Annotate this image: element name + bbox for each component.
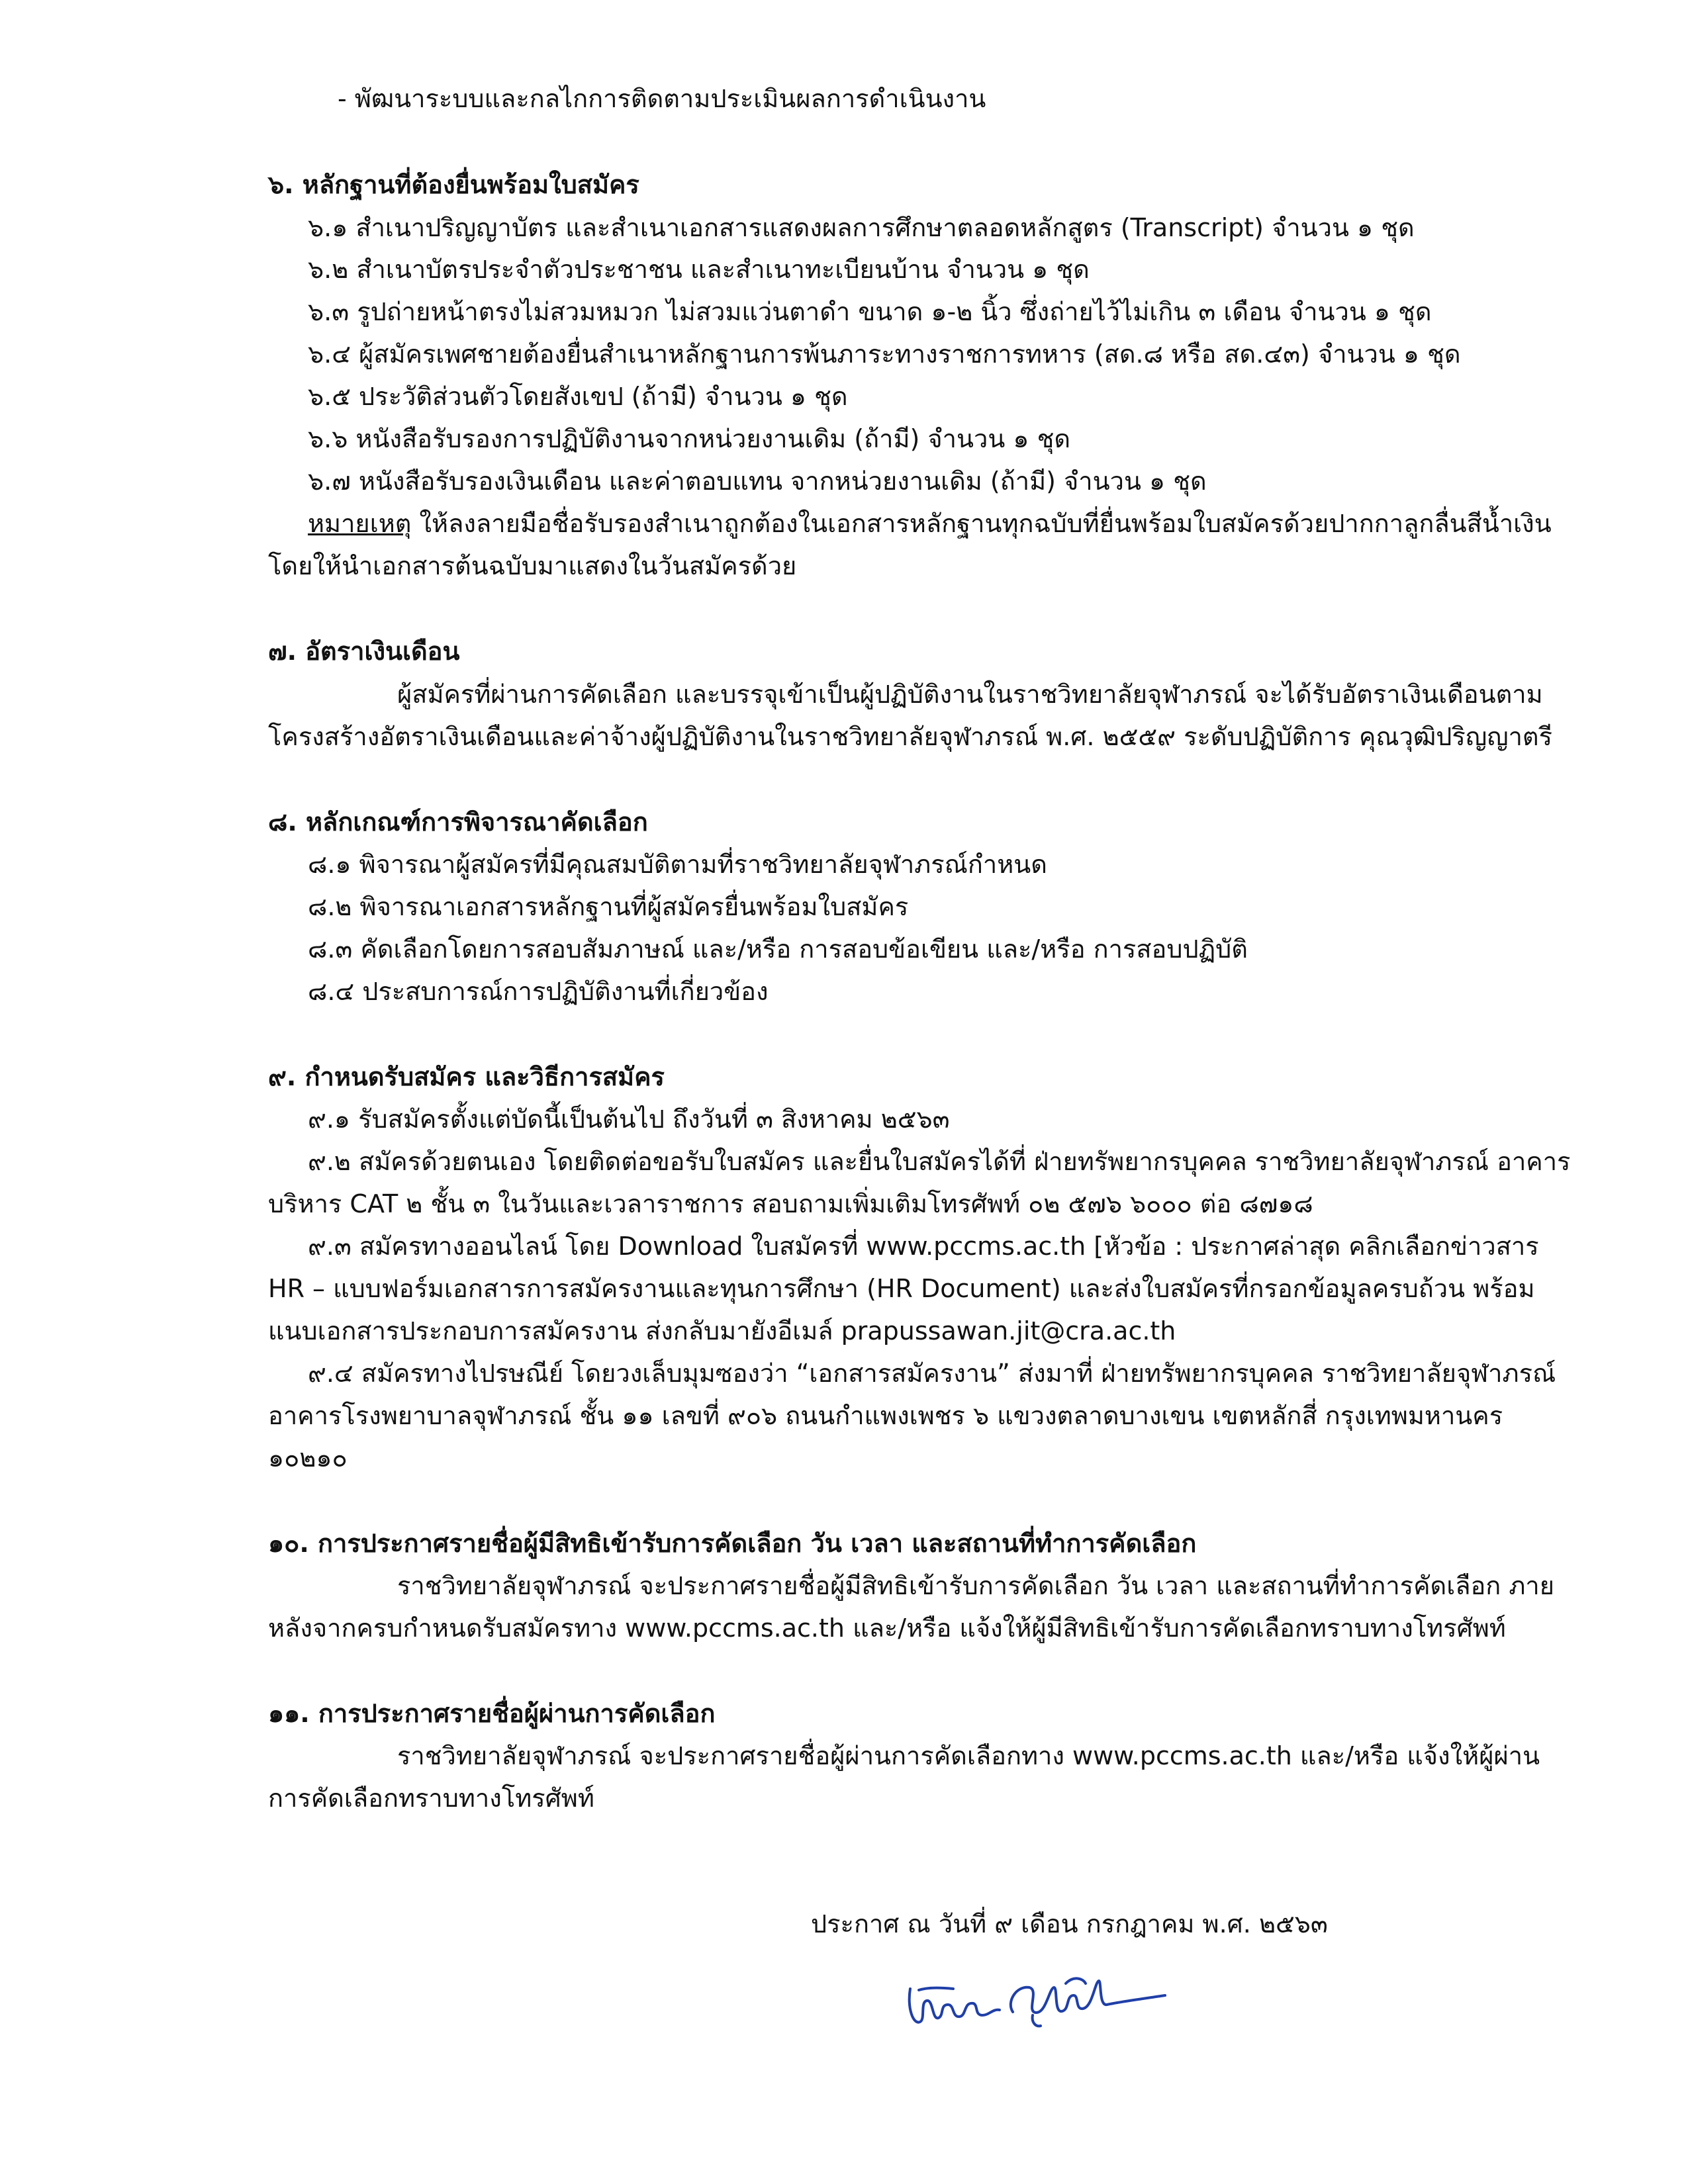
section-9-heading: ๙. กำหนดรับสมัคร และวิธีการสมัคร	[268, 1062, 665, 1091]
section-11-text: ราชวิทยาลัยจุฬาภรณ์ จะประกาศรายชื่อผู้ผ่านการคัดเลือกทาง www.pccms.ac.th และ/หรือ แจ้งให้ผู้ผ่าน	[397, 1741, 1540, 1770]
section-8-item: ๘.๔ ประสบการณ์การปฏิบัติงานที่เกี่ยวข้อง	[308, 977, 769, 1006]
section-7-heading: ๗. อัตราเงินเดือน	[268, 637, 460, 666]
section-9-item-cont: ๑๐๒๑๐	[268, 1443, 348, 1473]
section-6-note	[308, 508, 1552, 539]
section-6-item: ๖.๗ หนังสือรับรองเงินเดือน และค่าตอบแทน จากหน่วยงานเดิม (ถ้ามี) จำนวน ๑ ชุด	[308, 467, 1207, 496]
section-6-item: ๖.๕ ประวัติส่วนตัวโดยสังเขป (ถ้ามี) จำนวน ๑ ชุด	[308, 382, 848, 411]
section-6-item: ๖.๒ สำเนาบัตรประจำตัวประชาชน และสำเนาทะเบียนบ้าน จำนวน ๑ ชุด	[308, 255, 1090, 284]
section-9-item-cont: อาคารโรงพยาบาลจุฬาภรณ์ ชั้น ๑๑ เลขที่ ๙๐๖ ถนนกำแพงเพชร ๖ แขวงตลาดบางเขน เขตหลักสี่ กรุงเทพมหานคร	[268, 1401, 1503, 1430]
section-6-note-cont: โดยให้นำเอกสารต้นฉบับมาแสดงในวันสมัครด้วย	[268, 551, 797, 580]
section-9-item: ๙.๓ สมัครทางออนไลน์ โดย Download ใบสมัครที่ www.pccms.ac.th [หัวข้อ : ประกาศล่าสุด คลิกเลือกข่าวสาร	[308, 1232, 1539, 1261]
section-8-item: ๘.๑ พิจารณาผู้สมัครที่มีคุณสมบัติตามที่ราชวิทยาลัยจุฬาภรณ์กำหนด	[308, 850, 1047, 879]
section-10-heading: ๑๐. การประกาศรายชื่อผู้มีสิทธิเข้ารับการคัดเลือก วัน เวลา และสถานที่ทำการคัดเลือก	[268, 1529, 1197, 1558]
section-9-item: ๙.๑ รับสมัครตั้งแต่บัดนี้เป็นต้นไป ถึงวันที่ ๓ สิงหาคม ๒๕๖๓	[308, 1105, 950, 1134]
section-7-text: โครงสร้างอัตราเงินเดือนและค่าจ้างผู้ปฏิบัติงานในราชวิทยาลัยจุฬาภรณ์ พ.ศ. ๒๕๕๙ ระดับปฏิบัติการ คุณวุฒิปริญญาตรี	[268, 722, 1553, 751]
section-10-text: หลังจากครบกำหนดรับสมัครทาง www.pccms.ac.th และ/หรือ แจ้งให้ผู้มีสิทธิเข้ารับการคัดเลือกทราบทางโทรศัพท์	[268, 1614, 1506, 1643]
section-8-heading: ๘. หลักเกณฑ์การพิจารณาคัดเลือก	[268, 807, 648, 837]
section-10-text: ราชวิทยาลัยจุฬาภรณ์ จะประกาศรายชื่อผู้มีสิทธิเข้ารับการคัดเลือก วัน เวลา และสถานที่ทำการคัดเลือก ภาย	[397, 1571, 1555, 1600]
section-11-text: การคัดเลือกทราบทางโทรศัพท์	[268, 1784, 594, 1813]
section-9-item-cont: บริหาร CAT ๒ ชั้น ๓ ในวันและเวลาราชการ สอบถามเพิ่มเติมโทรศัพท์ ๐๒ ๕๗๖ ๖๐๐๐ ต่อ ๘๗๑๘	[268, 1189, 1313, 1218]
note-text: ให้ลงลายมือชื่อรับรองสำเนาถูกต้องในเอกสารหลักฐานทุกฉบับที่ยื่นพร้อมใบสมัครด้วยปากกาลูกลื่นสีน้ำเงิน	[411, 509, 1552, 538]
signature-image	[900, 1949, 1178, 2048]
note-label: หมายเหตุ	[308, 509, 412, 538]
section-9-item: ๙.๔ สมัครทางไปรษณีย์ โดยวงเล็บมุมซองว่า “เอกสารสมัครงาน” ส่งมาที่ ฝ่ายทรัพยากรบุคคล ราชวิทยาลัยจุฬาภรณ์	[308, 1359, 1556, 1388]
section-6-item: ๖.๓ รูปถ่ายหน้าตรงไม่สวมหมวก ไม่สวมแว่นตาดำ ขนาด ๑-๒ นิ้ว ซึ่งถ่ายไว้ไม่เกิน ๓ เดือน จำนวน ๑ ชุด	[308, 297, 1432, 326]
section-6-heading: ๖. หลักฐานที่ต้องยื่นพร้อมใบสมัคร	[268, 170, 639, 199]
section-11-heading: ๑๑. การประกาศรายชื่อผู้ผ่านการคัดเลือก	[268, 1699, 716, 1728]
section-7-text: ผู้สมัครที่ผ่านการคัดเลือก และบรรจุเข้าเป็นผู้ปฏิบัติงานในราชวิทยาลัยจุฬาภรณ์ จะได้รับอัตราเงินเดือนตาม	[397, 680, 1543, 709]
section-9-item-cont: HR – แบบฟอร์มเอกสารการสมัครงานและทุนการศึกษา (HR Document) และส่งใบสมัครที่กรอกข้อมูลครบถ้วน พร้อม	[268, 1274, 1535, 1303]
section-8-item: ๘.๒ พิจารณาเอกสารหลักฐานที่ผู้สมัครยื่นพร้อมใบสมัคร	[308, 892, 909, 921]
section-6-item: ๖.๖ หนังสือรับรองการปฏิบัติงานจากหน่วยงานเดิม (ถ้ามี) จำนวน ๑ ชุด	[308, 424, 1071, 453]
announcement-date: ประกาศ ณ วันที่ ๙ เดือน กรกฎาคม พ.ศ. ๒๕๖๓	[811, 1909, 1328, 1938]
section-8-item: ๘.๓ คัดเลือกโดยการสอบสัมภาษณ์ และ/หรือ การสอบข้อเขียน และ/หรือ การสอบปฏิบัติ	[308, 934, 1248, 964]
section-6-item: ๖.๑ สำเนาปริญญาบัตร และสำเนาเอกสารแสดงผลการศึกษาตลอดหลักสูตร (Transcript) จำนวน ๑ ชุด	[308, 213, 1415, 242]
section-6-item: ๖.๔ ผู้สมัครเพศชายต้องยื่นสำเนาหลักฐานการพ้นภาระทางราชการทหาร (สด.๘ หรือ สด.๔๓) จำนวน ๑ ชุด	[308, 340, 1461, 369]
section-9-item-cont: แนบเอกสารประกอบการสมัครงาน ส่งกลับมายังอีเมล์ prapussawan.jit@cra.ac.th	[268, 1316, 1176, 1345]
intro-bullet: - พัฒนาระบบและกลไกการติดตามประเมินผลการดำเนินงาน	[338, 84, 986, 113]
section-9-item: ๙.๒ สมัครด้วยตนเอง โดยติดต่อขอรับใบสมัคร และยื่นใบสมัครได้ที่ ฝ่ายทรัพยากรบุคคล ราชวิทยาลัยจุฬาภรณ์ อาคาร	[308, 1147, 1571, 1176]
signature-strokes	[910, 1978, 1165, 2026]
